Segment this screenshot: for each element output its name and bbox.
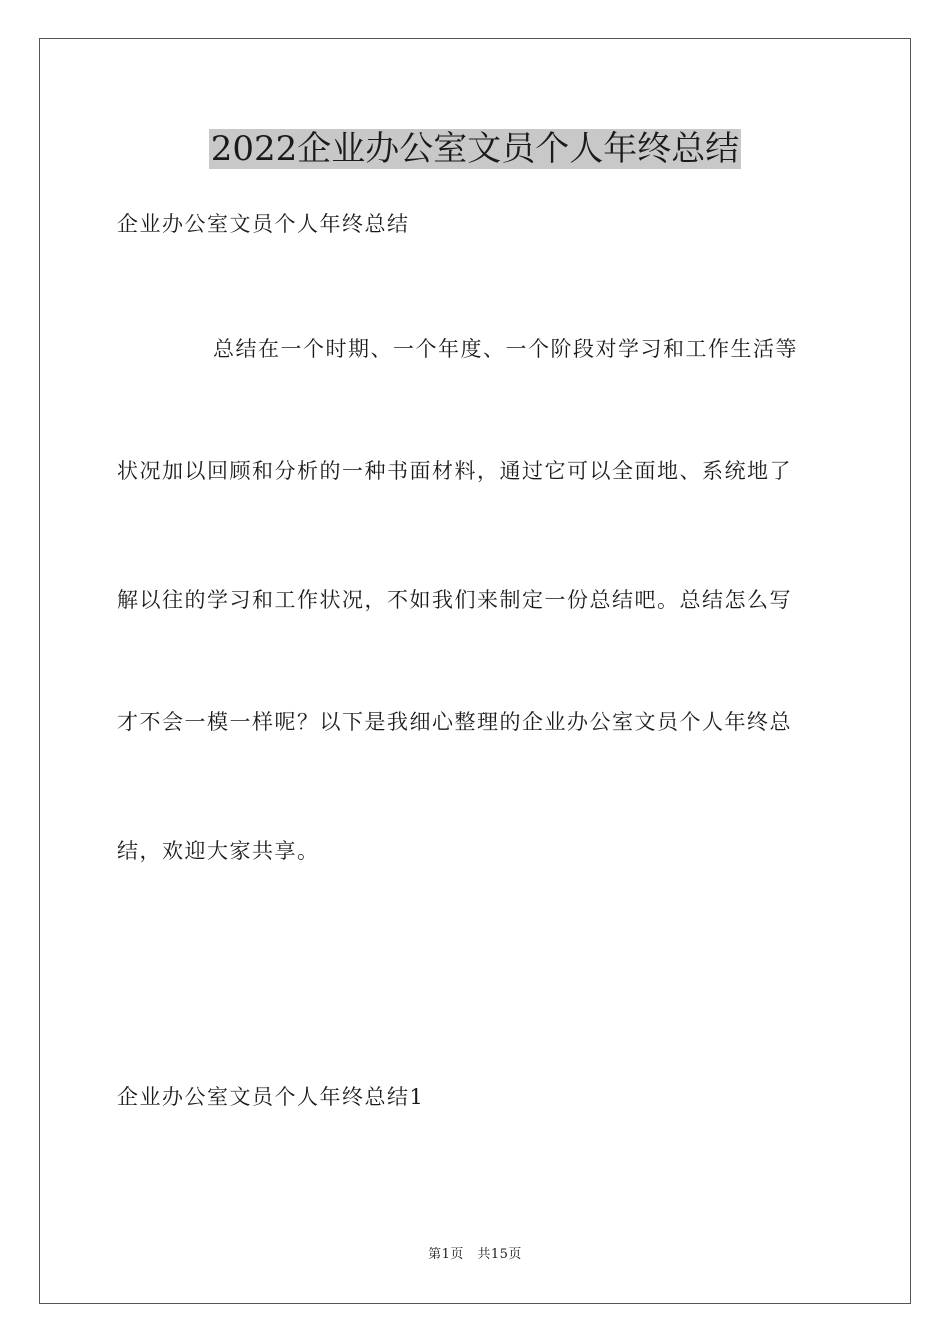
paragraph-line: 解以往的学习和工作状况，不如我们来制定一份总结吧。总结怎么写 — [117, 588, 792, 612]
document-subtitle: 企业办公室文员个人年终总结 — [117, 212, 410, 236]
page-footer: 第1页 共15页 — [428, 1247, 522, 1262]
paragraph-line: 状况加以回顾和分析的一种书面材料，通过它可以全面地、系统地了 — [117, 459, 792, 483]
section-heading: 企业办公室文员个人年终总结1 — [117, 1085, 425, 1109]
document-title-text: 2022企业办公室文员个人年终总结 — [210, 129, 740, 169]
paragraph-line: 总结在一个时期、一个年度、一个阶段对学习和工作生活等 — [213, 337, 798, 361]
paragraph-line: 才不会一模一样呢？以下是我细心整理的企业办公室文员个人年终总 — [117, 710, 792, 734]
paragraph-line: 结，欢迎大家共享。 — [117, 839, 320, 863]
document-title — [0, 127, 950, 171]
